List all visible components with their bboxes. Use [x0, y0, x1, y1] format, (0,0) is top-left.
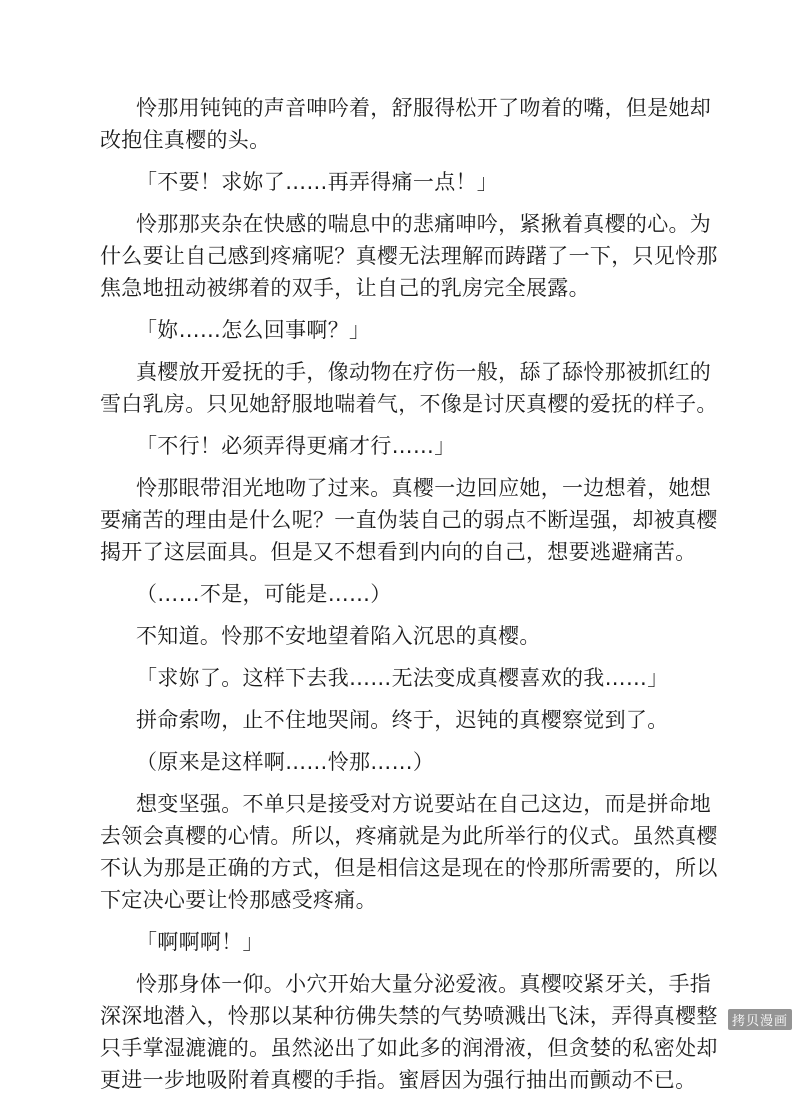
watermark: 拷贝漫画 [728, 1009, 792, 1030]
paragraph: 怜那眼带泪光地吻了过来。真樱一边回应她，一边想着，她想要痛苦的理由是什么呢？一直伪装自己的弱点不断逞强，却被真樱揭开了这层面具。但是又不想看到内向的自己，想要逃避痛苦。 [100, 476, 718, 564]
paragraph: 不知道。怜那不安地望着陷入沉思的真樱。 [136, 624, 541, 648]
dialogue-line: 「不要！求妳了……再弄得痛一点！」 [136, 170, 499, 194]
inner-thought-line: （……不是，可能是……） [136, 582, 392, 606]
paragraph: 怜那那夹杂在快感的喘息中的悲痛呻吟，紧揪着真樱的心。为什么要让自己感到疼痛呢？真樱无法理解而踌躇了一下，只见怜那焦急地扭动被绑着的双手，让自己的乳房完全展露。 [100, 212, 718, 300]
paragraph: 怜那用钝钝的声音呻吟着，舒服得松开了吻着的嘴，但是她却改抱住真樱的头。 [100, 96, 712, 152]
paragraph: 想变坚强。不单只是接受对方说要站在自己这边，而是拼命地去领会真樱的心情。所以，疼痛就是为此所举行的仪式。虽然真樱不认为那是正确的方式，但是相信这是现在的怜那所需要的，所以下定决心要让怜那感受疼痛。 [100, 792, 718, 912]
paragraph: 拼命索吻，止不住地哭闹。终于，迟钝的真樱察觉到了。 [136, 708, 669, 732]
paragraph: 真樱放开爱抚的手，像动物在疗伤一般，舔了舔怜那被抓红的雪白乳房。只见她舒服地喘着气，不像是讨厌真樱的爱抚的样子。 [100, 360, 718, 416]
text-body [100, 92, 720, 1106]
dialogue-line: 「不行！必须弄得更痛才行……」 [136, 434, 456, 458]
paragraph: 怜那身体一仰。小穴开始大量分泌爱液。真樱咬紧牙关，手指深深地潜入，怜那以某种彷佛失禁的气势喷溅出飞沫，弄得真樱整只手掌湿漉漉的。虽然泌出了如此多的润滑液，但贪婪的私密处却更进一步地吸附着真樱的手指。蜜唇因为强行抽出而颤动不已。 [100, 972, 718, 1092]
inner-thought-line: （原来是这样啊……怜那……） [136, 750, 435, 774]
dialogue-line: 「求妳了。这样下去我……无法变成真樱喜欢的我……」 [136, 666, 669, 690]
dialogue-line: 「妳……怎么回事啊？」 [136, 318, 371, 342]
dialogue-line: 「啊啊啊！」 [136, 930, 264, 954]
